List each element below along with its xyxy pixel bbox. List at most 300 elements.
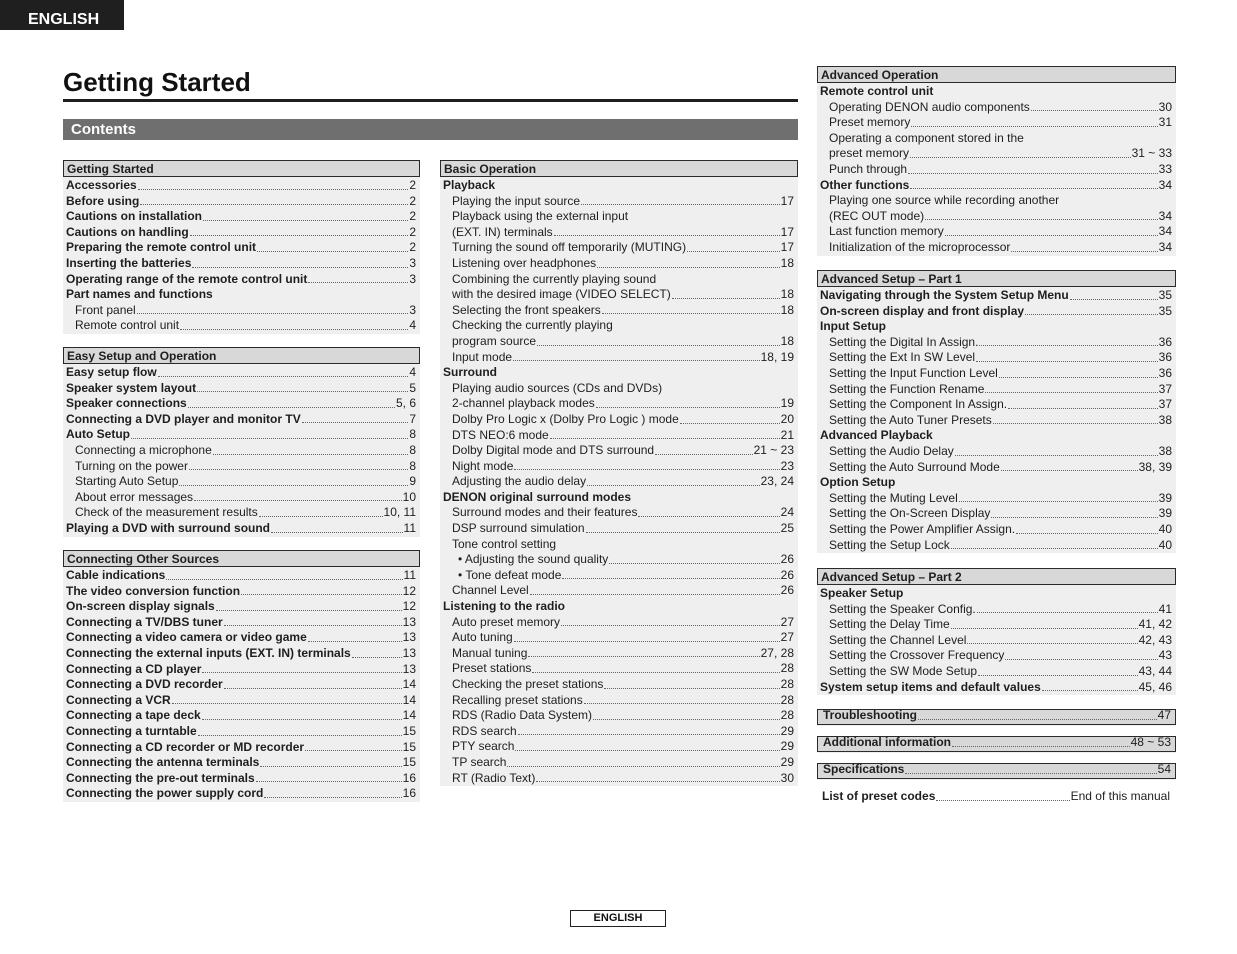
dot-leader [976,361,1158,362]
entry-label: System setup items and default values [820,679,1041,694]
toc-entry[interactable] [440,396,798,412]
entry-label: program source [452,333,537,348]
dot-leader [1011,251,1157,252]
toc-entry[interactable] [440,661,798,677]
dot-leader [530,594,780,595]
dot-leader [203,220,408,221]
dot-leader [991,517,1157,518]
toc-entry[interactable] [817,288,1176,304]
entry-label: • Adjusting the sound quality [458,552,609,567]
dot-leader [936,800,1069,801]
toc-entry[interactable] [440,739,798,755]
entry-page: 36 [1158,365,1172,380]
entry-page: 29 [780,739,794,754]
toc-entry[interactable] [817,522,1176,538]
toc-entry[interactable] [817,115,1176,131]
entry-label: Preparing the remote control unit [66,240,257,255]
toc-entry[interactable] [63,755,420,771]
entry-label: Setting the Auto Surround Mode [829,459,1000,474]
entry-label: Turning the sound off temporarily (MUTING) [452,240,687,255]
toc-entry[interactable] [440,630,798,646]
dot-leader [945,235,1158,236]
toc-heading [817,586,1176,602]
toc-entry[interactable] [440,568,798,584]
toc-entry[interactable] [817,538,1176,554]
toc-entry[interactable] [63,630,420,646]
toc-entry[interactable] [817,602,1176,618]
entry-page: 34 [1158,208,1172,223]
toc-entry[interactable] [440,428,798,444]
dot-leader [951,628,1138,629]
entry-page: End of this manual [1070,789,1170,803]
entry-page: 43, 44 [1138,663,1172,678]
entry-page: 38 [1158,412,1172,427]
entry-label: About error messages [75,489,194,504]
entry-page: 3 [409,271,416,286]
entry-label: Input Setup [820,319,886,334]
dot-leader [140,204,408,205]
entry-label: Connecting a TV/DBS tuner [66,614,223,629]
toc-entry[interactable] [63,225,420,241]
dot-leader [910,157,1131,158]
entry-label: Preset stations [452,661,532,676]
toc-entry[interactable] [440,724,798,740]
toc-heading [817,131,1176,147]
entry-label: Setting the Muting Level [829,490,958,505]
entry-page: 18, 19 [760,349,794,364]
entry-page: 26 [780,552,794,567]
toc-heading [817,193,1176,209]
entry-label: Connecting a CD player [66,661,202,676]
dot-leader [1070,299,1158,300]
entry-label: RT (Radio Text) [452,770,536,785]
dot-leader [224,688,402,689]
entry-label: Auto preset memory [452,614,561,629]
entry-label: Speaker connections [66,396,187,411]
dot-leader [518,734,780,735]
entry-page: 39 [1158,506,1172,521]
toc-list [440,178,798,786]
toc-entry[interactable] [440,256,798,272]
entry-label: Dolby Digital mode and DTS surround [452,443,655,458]
toc-entry[interactable] [817,335,1176,351]
dot-leader [532,672,779,673]
toc-entry[interactable] [63,724,420,740]
dot-leader [131,438,408,439]
toc-entry[interactable] [817,648,1176,664]
dot-leader [202,719,402,720]
toc-entry-troubleshooting[interactable] [817,709,1176,725]
toc-entry[interactable] [63,256,420,272]
entry-label: Initialization of the microprocessor [829,239,1011,254]
entry-label: Input mode [452,349,513,364]
toc-entry-additional-information[interactable] [817,736,1176,752]
contents-bar: Contents [63,119,798,140]
toc-entry[interactable] [63,178,420,194]
toc-entry[interactable] [440,755,798,771]
toc-entry[interactable] [440,771,798,787]
section-advanced-setup-2 [817,568,1176,695]
entry-page: 17 [780,240,794,255]
entry-page: 34 [1158,239,1172,254]
toc-entry[interactable] [817,506,1176,522]
toc-entry[interactable] [63,693,420,709]
toc-entry[interactable] [63,708,420,724]
entry-label: Connecting a tape deck [66,708,201,723]
entry-label: Last function memory [829,224,944,239]
toc-entry[interactable] [63,240,420,256]
dot-leader [241,594,402,595]
entry-label: Part names and functions [66,287,213,302]
toc-entry[interactable] [63,740,420,756]
entry-label: Checking the currently playing [452,318,613,333]
dot-leader [216,610,402,611]
dot-leader [687,251,780,252]
entry-label: PTY search [452,739,515,754]
entry-label: Setting the Crossover Frequency [829,648,1005,663]
dot-leader [581,204,780,205]
toc-entry[interactable] [440,459,798,475]
toc-entry[interactable] [817,100,1176,116]
dot-leader [918,719,1157,720]
entry-label: (REC OUT mode) [829,208,925,223]
toc-heading [440,318,798,334]
section-header: Easy Setup and Operation [63,347,420,364]
entry-page: 8 [409,442,416,457]
entry-label: (EXT. IN) terminals [452,224,553,239]
dot-leader [1042,690,1138,691]
section-other-sources [63,550,420,802]
entry-label: Playback using the external input [452,209,629,224]
entry-label: RDS search [452,723,517,738]
entry-page: 33 [1158,161,1172,176]
toc-entry[interactable] [440,287,798,303]
toc-entry[interactable] [63,505,420,521]
dot-leader [256,781,402,782]
entry-page: 40 [1158,521,1172,536]
dot-leader [562,578,779,579]
entry-page: 17 [780,224,794,239]
toc-heading [440,272,798,288]
toc-entry[interactable] [63,662,420,678]
entry-label: Speaker system layout [66,380,197,395]
entry-label: Setting the Input Function Level [829,365,998,380]
toc-entry[interactable] [440,521,798,537]
entry-page: 5, 6 [395,396,416,411]
toc-entry[interactable] [817,413,1176,429]
toc-entry[interactable] [63,365,420,381]
entry-label: Connecting a VCR [66,692,171,707]
toc-list [63,568,420,802]
toc-entry[interactable] [63,599,420,615]
toc-entry[interactable] [817,304,1176,320]
toc-entry[interactable] [440,505,798,521]
entry-label: with the desired image (VIDEO SELECT) [452,287,671,302]
toc-entry[interactable] [63,209,420,225]
entry-page: 30 [780,770,794,785]
toc-entry[interactable] [817,224,1176,240]
dot-leader [993,423,1158,424]
entry-label: Selecting the front speakers [452,302,601,317]
entry-label: Accessories [66,178,137,192]
toc-entry[interactable] [63,771,420,787]
toc-entry[interactable] [817,397,1176,413]
entry-label: Connecting the power supply cord [66,786,264,801]
toc-entry[interactable] [817,633,1176,649]
toc-entry[interactable] [63,646,420,662]
dot-leader [213,454,409,455]
entry-page: 41, 42 [1138,617,1172,632]
toc-entry[interactable] [817,444,1176,460]
section-basic-operation [440,160,798,786]
toc-entry[interactable] [817,146,1176,162]
entry-label: Cautions on handling [66,224,189,239]
dot-leader [554,235,780,236]
toc-entry[interactable] [63,584,420,600]
toc-entry[interactable] [63,303,420,319]
toc-entry[interactable] [440,552,798,568]
toc-entry[interactable] [817,240,1176,256]
toc-entry[interactable] [440,646,798,662]
entry-page: 40 [1158,537,1172,552]
entry-page: 37 [1158,381,1172,396]
entry-label: Navigating through the System Setup Menu [820,288,1069,302]
toc-entry[interactable] [440,412,798,428]
toc-entry[interactable] [63,521,420,537]
toc-entry[interactable] [63,412,420,428]
dot-leader [352,657,402,658]
entry-page: 4 [409,365,416,379]
entry-label: Remote control unit [820,84,934,98]
toc-entry[interactable] [817,664,1176,680]
entry-label: Recalling preset stations [452,692,583,707]
dot-leader [905,773,1156,774]
entry-label: Connecting the pre-out terminals [66,770,255,785]
entry-page: 29 [780,723,794,738]
entry-page: 19 [780,396,794,411]
entry-page: 21 ~ 23 [753,443,794,458]
toc-entry[interactable] [63,194,420,210]
toc-entry[interactable] [63,474,420,490]
toc-entry[interactable] [63,615,420,631]
entry-label: RDS (Radio Data System) [452,708,593,723]
dot-leader [189,469,408,470]
dot-leader [166,579,402,580]
entry-label: The video conversion function [66,583,241,598]
toc-list [817,288,1176,553]
dot-leader [911,126,1157,127]
dot-leader [680,423,780,424]
dot-leader [271,532,403,533]
entry-label: On-screen display and front display [820,303,1025,318]
entry-label: Check of the measurement results [75,505,258,520]
toc-entry[interactable] [817,460,1176,476]
toc-entry[interactable] [440,693,798,709]
toc-entry-specifications[interactable] [817,763,1176,779]
entry-label: On-screen display signals [66,599,215,614]
dot-leader [951,548,1158,549]
dot-leader [179,485,408,486]
toc-entry[interactable] [440,350,798,366]
entry-label: Setting the Function Rename [829,381,985,396]
toc-entry[interactable] [817,617,1176,633]
entry-label: Other functions [820,177,910,192]
toc-entry[interactable] [63,677,420,693]
entry-page: 23, 24 [760,474,794,489]
entry-page: 21 [780,427,794,442]
entry-label: Cable indications [66,568,166,582]
toc-entry[interactable] [440,583,798,599]
entry-page: 18 [780,255,794,270]
dot-leader [1005,659,1157,660]
dot-leader [609,563,779,564]
dot-leader [985,392,1157,393]
dot-leader [302,422,409,423]
entry-page: 12 [402,599,416,614]
entry-label: DSP surround simulation [452,521,585,536]
footer-language-badge: ENGLISH [570,910,666,927]
toc-entry[interactable] [440,443,798,459]
entry-page: 31 ~ 33 [1131,146,1172,161]
entry-page: 38 [1158,443,1172,458]
toc-entry[interactable] [440,677,798,693]
dot-leader [305,750,402,751]
section-header: Advanced Setup – Part 1 [817,270,1176,287]
entry-page: 4 [409,318,416,333]
toc-heading [440,209,798,225]
dot-leader [137,313,409,314]
entry-page: 14 [402,708,416,723]
toc-entry[interactable] [63,490,420,506]
toc-entry[interactable] [440,225,798,241]
entry-label: TP search [452,754,507,769]
toc-entry[interactable] [817,680,1176,696]
entry-label: Setting the Power Amplifier Assign. [829,521,1016,536]
entry-page: 36 [1158,350,1172,365]
entry-page: 28 [780,677,794,691]
toc-entry[interactable] [817,178,1176,194]
toc-entry[interactable] [817,162,1176,178]
toc-entry[interactable] [63,786,420,802]
dot-leader [561,625,780,626]
toc-entry[interactable] [63,427,420,443]
toc-entry[interactable] [63,318,420,334]
entry-page: 37 [1158,397,1172,412]
entry-label: Playing a DVD with surround sound [66,520,271,535]
entry-page: 54 [1157,762,1171,776]
entry-page: 27 [780,630,794,645]
dot-leader [198,735,402,736]
toc-heading [440,365,798,381]
entry-label: Connecting a DVD recorder [66,677,223,692]
toc-entry[interactable] [817,491,1176,507]
section-preset-codes [817,789,1176,805]
entry-page: 47 [1157,708,1171,722]
toc-entry[interactable] [63,396,420,412]
entry-label: 2-channel playback modes [452,396,595,411]
toc-entry[interactable] [63,443,420,459]
dot-leader [638,516,779,517]
dot-leader [967,643,1137,644]
entry-label: Auto tuning [452,630,513,645]
entry-page: 26 [780,567,794,582]
entry-label: Surround modes and their features [452,505,638,520]
dot-leader [537,345,780,346]
entry-page: 31 [1158,115,1172,130]
entry-label: Troubleshooting [823,708,917,722]
entry-label: Setting the SW Mode Setup [829,663,978,678]
entry-label: Starting Auto Setup [75,474,179,489]
toc-entry[interactable] [440,194,798,210]
entry-label: Connecting a video camera or video game [66,630,307,645]
entry-label: Before using [66,193,140,208]
dot-leader [192,267,408,268]
entry-page: 10 [402,489,416,504]
toc-entry[interactable] [63,568,420,584]
entry-page: 28 [780,661,794,676]
toc-entry[interactable] [440,334,798,350]
entry-label: Setting the Ext In SW Level [829,350,976,365]
entry-page: 14 [402,692,416,707]
toc-entry[interactable] [440,303,798,319]
toc-entry[interactable] [817,350,1176,366]
dot-leader [515,750,779,751]
entry-label: Connecting the external inputs (EXT. IN) terminals [66,645,351,660]
toc-entry[interactable] [440,474,798,490]
entry-page: 35 [1158,303,1172,318]
toc-entry[interactable] [440,708,798,724]
entry-page: 15 [402,723,416,738]
toc-entry[interactable] [63,459,420,475]
entry-label: Cautions on installation [66,209,203,224]
dot-leader [202,672,401,673]
page-title: Getting Started [63,67,251,97]
entry-label: Auto Setup [66,427,130,442]
entry-label: Setting the Auto Tuner Presets [829,412,992,427]
dot-leader [188,407,395,408]
section-advanced-operation [817,66,1176,256]
toc-entry[interactable] [817,209,1176,225]
entry-page: 36 [1158,334,1172,349]
toc-entry-preset-codes[interactable] [817,789,1176,805]
entry-label: List of preset codes [822,789,936,803]
dot-leader [224,625,402,626]
entry-page: 7 [409,411,416,426]
entry-page: 28 [780,708,794,723]
entry-label: Listening over headphones [452,255,597,270]
entry-page: 30 [1158,99,1172,114]
toc-entry[interactable] [817,382,1176,398]
toc-heading [817,428,1176,444]
entry-label: Setting the Audio Delay [829,443,954,458]
section-specifications [817,763,1176,780]
entry-label: Listening to the radio [443,599,565,614]
entry-page: 18 [780,287,794,302]
entry-page: 15 [402,755,416,770]
entry-label: Punch through [829,161,908,176]
entry-label: Adjusting the audio delay [452,474,587,489]
toc-entry[interactable] [63,272,420,288]
entry-label: Operating a component stored in the [829,130,1024,145]
toc-entry[interactable] [440,615,798,631]
toc-entry[interactable] [440,240,798,256]
entry-page: 27 [780,614,794,629]
entry-page: 8 [409,427,416,442]
entry-label: Surround [443,365,497,380]
toc-entry[interactable] [63,381,420,397]
toc-entry[interactable] [817,366,1176,382]
entry-page: 11 [403,520,416,535]
